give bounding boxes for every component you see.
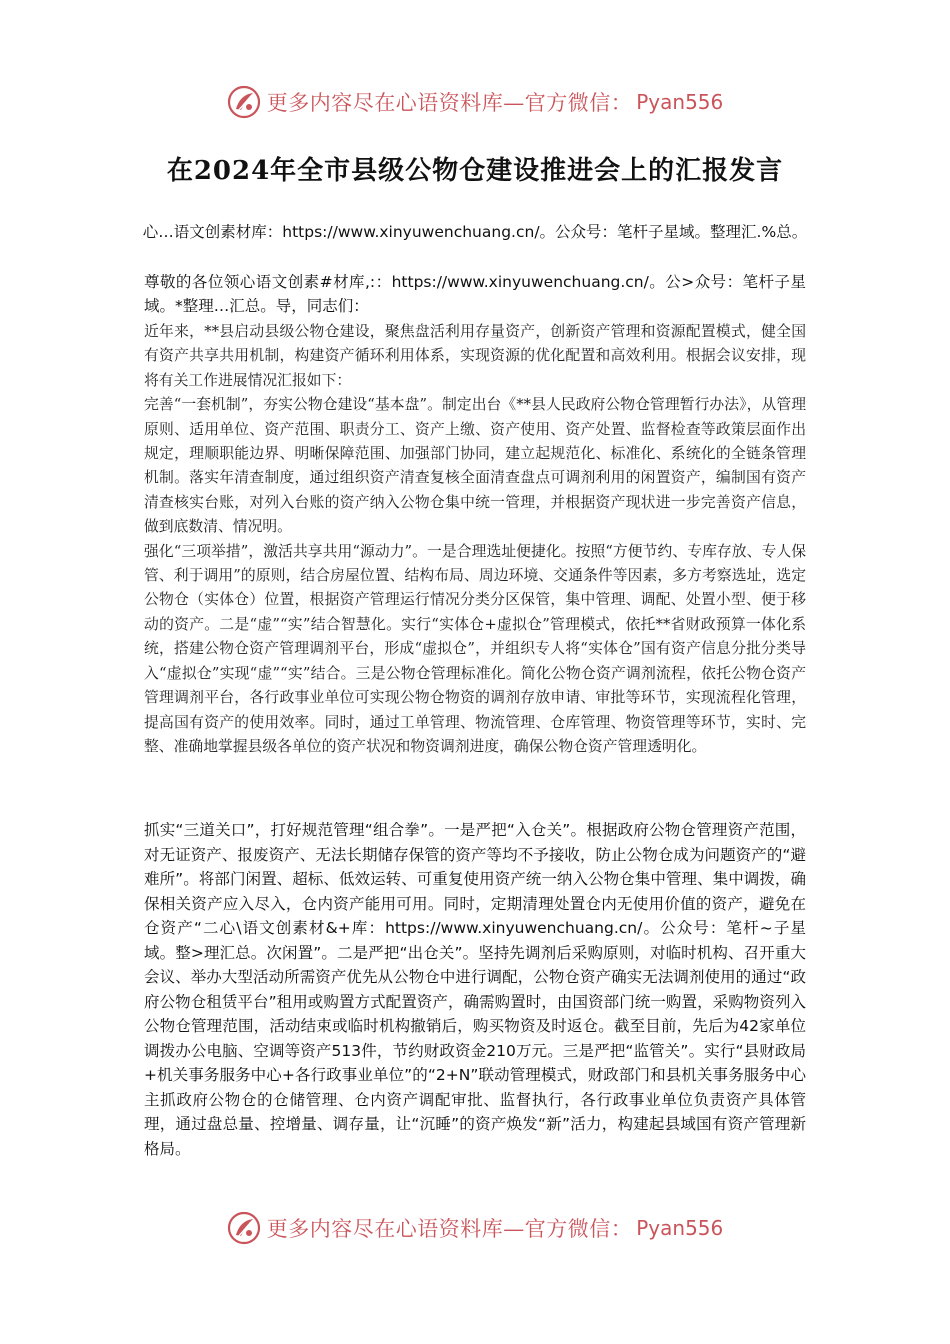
source-note: 心…语文创素材库：https://www.xinyuwenchuang.cn/。公众号：笔杆子星域。整理汇.%总。 <box>142 223 808 241</box>
brand-logo-icon <box>227 85 261 119</box>
page-title: 在2024年全市县级公物仓建设推进会上的汇报发言 <box>166 156 784 186</box>
paragraph-intro: 近年来，**县启动县级公物仓建设，聚焦盘活利用存量资产，创新资产管理和资源配置模式，健全国有资产共享共用机制，构建资产循环利用体系，实现资源的优化配置和高效利用。根据会议安排，现将有关工作进展情况汇报如下： <box>144 323 806 389</box>
closing-section <box>144 818 806 1161</box>
greeting: 尊敬的各位领心语文创素#材库,:：https://www.xinyuwenchuang.cn/。公>众号：笔杆子星域。*整理…汇总。导，同志们： <box>144 273 806 315</box>
paragraph-checkpoints: 抓实“三道关口”，打好规范管理“组合拳”。一是严把“入仓关”。根据政府公物仓管理资产范围，对无证资产、报废资产、无法长期储存保管的资产等均不予接收，防止公物仓成为问题资产的“避难所”。将部门闲置、超标、低效运转、可重复使用资产统一纳入公物仓集中管理、集中调拨，确保相关资产应入尽入，仓内资产能用可用。同时，定期清理处置仓内无使用价值的资产，避免在仓资产“二心\语文创素材&+库：https://www.xinyuwenchuang.cn/。公众号：笔杆~子星域。整>理汇总。次闲置”。二是严把“出仓关”。坚持先调剂后采购原则，对临时机构、召开重大会议、举办大型活动所需资产优先从公物仓中进行调配，公物仓资产确实无法调剂使用的通过“政府公物仓租赁平台”租用或购置方式配置资产，确需购置时，由国资部门统一购置，采购物资列入公物仓管理范围，活动结束或临时机构撤销后，购买物资及时返仓。截至目前，先后为42家单位调拨办公电脑、空调等资产513件，节约财政资金210万元。三是严把“监管关”。实行“县财政局+机关事务服务中心+各行政事业单位”的“2+N”联动管理模式，财政部门和县机关事务服务中心主抓政府公物仓的仓储管理、仓内资产调配审批、监督执行，各行政事业单位负责资产具体管理，通过盘总量、控增量、调存量，让“沉睡”的资产焕发“新”活力，构建起县域国有资产管理新格局。 <box>144 821 806 1158</box>
paragraph-mechanism: 完善“一套机制”，夯实公物仓建设“基本盘”。制定出台《**县人民政府公物仓管理暂行办法》，从管理原则、适用单位、资产范围、职责分工、资产上缴、资产使用、资产处置、监督检查等政策层面作出规定，理顺职能边界、明晰保障范围、加强部门协同，建立起规范化、标准化、系统化的全链条管理机制。落实年清查制度，通过组织资产清查复核全面清查盘点可调剂利用的闲置资产，编制国有资产清查核实台账，对列入台账的资产纳入公物仓集中统一管理，并根据资产现状进一步完善资产信息，做到底数清、情况明。 <box>144 396 806 536</box>
banner-text: 更多内容尽在心语资料库—官方微信： <box>266 1217 633 1241</box>
footer-banner <box>0 1208 950 1248</box>
header-banner <box>0 82 950 122</box>
banner-wechat-id: Pyan556 <box>636 90 724 114</box>
body-paragraphs <box>144 320 806 759</box>
paragraph-measures: 强化“三项举措”，激活共享共用“源动力”。一是合理选址便捷化。按照“方便节约、专库存放、专人保管、利于调用”的原则，结合房屋位置、结构布局、周边环境、交通条件等因素，多方考察选址，选定公物仓（实体仓）位置，根据资产管理运行情况分类分区保管，集中管理、调配、处置小型、便于移动的资产。二是“虚”“实”结合智慧化。实行“实体仓+虚拟仓”管理模式，依托**省财政预算一体化系统，搭建公物仓资产管理调剂平台，形成“虚拟仓”，并组织专人将“实体仓”国有资产信息分批分类导入“虚拟仓”实现“虚”“实”结合。三是公物仓管理标准化。简化公物仓资产调剂流程，依托公物仓资产管理调剂平台，各行政事业单位可实现公物仓物资的调剂存放申请、审批等环节，实现流程化管理，提高国有资产的使用效率。同时，通过工单管理、物流管理、仓库管理、物资管理等环节，实时、完整、准确地掌握县级各单位的资产状况和物资调剂进度，确保公物仓资产管理透明化。 <box>144 542 806 755</box>
banner-wechat-id: Pyan556 <box>636 1216 724 1240</box>
banner-text: 更多内容尽在心语资料库—官方微信： <box>266 91 633 115</box>
brand-logo-icon <box>227 1211 261 1245</box>
